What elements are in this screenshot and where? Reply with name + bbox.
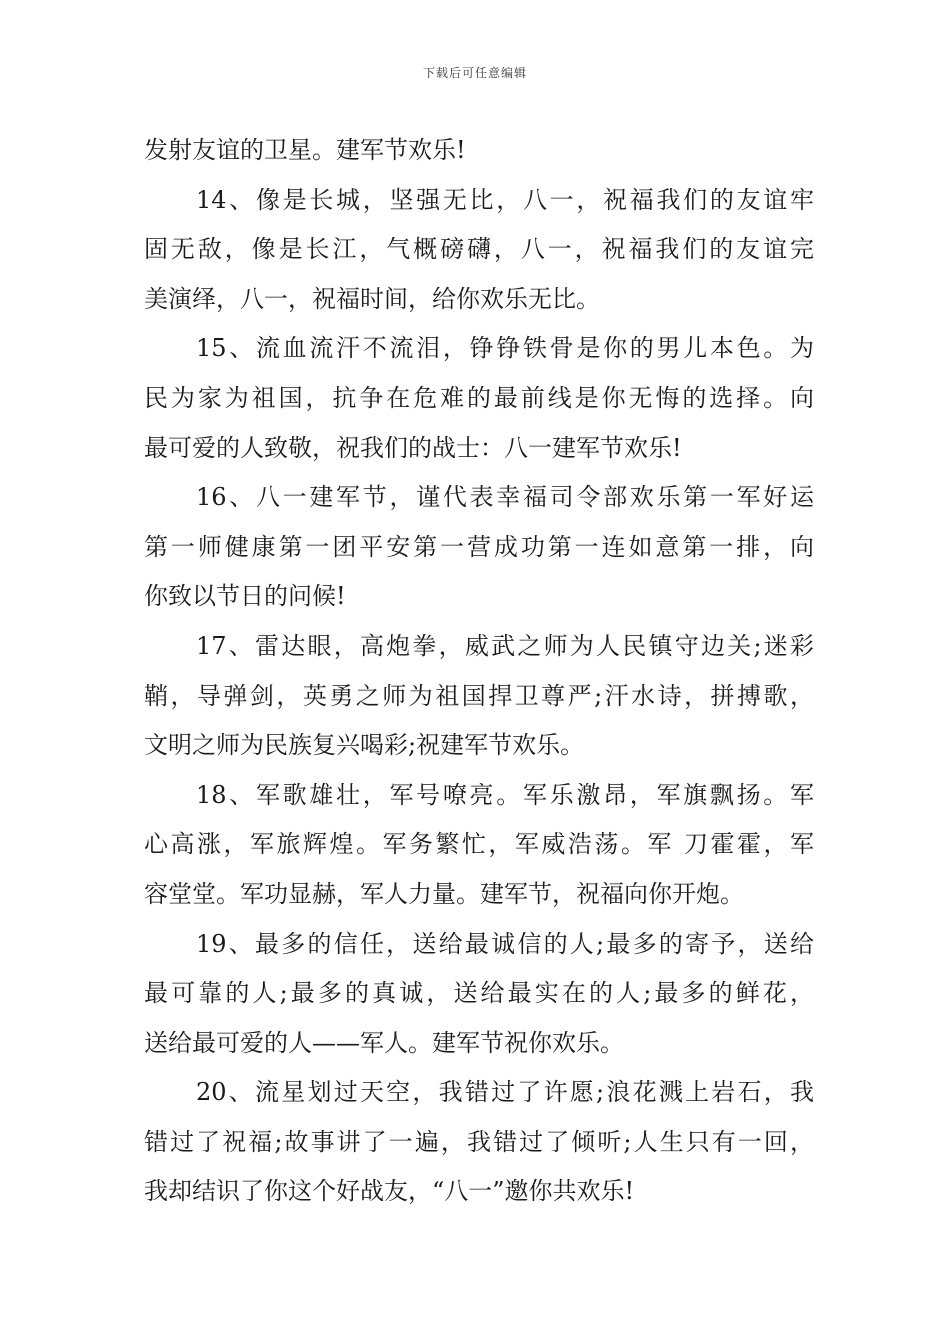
text-line: 容堂堂。军功显赫，军人力量。建军节，祝福向你开炮。	[144, 879, 744, 908]
text-line: 14、像是长城，坚强无比，八一，祝福我们的友谊牢	[196, 185, 814, 214]
text-line: 第一师健康第一团平安第一营成功第一连如意第一排，向	[144, 532, 814, 561]
text-line: 我却结识了你这个好战友，“八一”邀你共欢乐!	[144, 1177, 635, 1206]
text-line: 19、最多的信任，送给最诚信的人;最多的寄予，送给	[196, 929, 814, 958]
header-note: 下载后可任意编辑	[422, 66, 527, 80]
text-line: 16、八一建军节，谨代表幸福司令部欢乐第一军好运	[196, 483, 814, 512]
text-line: 固无敌，像是长江，气概磅礴，八一，祝福我们的友谊完	[144, 235, 814, 264]
text-line: 民为家为祖国，抗争在危难的最前线是你无悔的选择。向	[144, 383, 814, 412]
text-line: 最可靠的人;最多的真诚，送给最实在的人;最多的鲜花，	[144, 979, 814, 1008]
text-line: 15、流血流汗不流泪，铮铮铁骨是你的男儿本色。为	[196, 334, 814, 363]
text-line: 鞘，导弹剑，英勇之师为祖国捍卫尊严;汗水诗，拼搏歌，	[144, 681, 814, 710]
text-line: 送给最可爱的人——军人。建军节祝你欢乐。	[144, 1028, 624, 1057]
text-line: 18、军歌雄壮，军号嘹亮。军乐激昂，军旗飘扬。军	[196, 780, 814, 809]
document-body	[144, 126, 814, 1217]
text-line: 最可爱的人致敬，祝我们的战士：八一建军节欢乐!	[144, 433, 682, 462]
text-line: 17、雷达眼，高炮拳，威武之师为人民镇守边关;迷彩	[196, 631, 814, 660]
text-line: 心高涨，军旅辉煌。军务繁忙，军威浩荡。军 刀霍霍，军	[144, 830, 814, 859]
text-line: 文明之师为民族复兴喝彩;祝建军节欢乐。	[144, 731, 585, 760]
text-line: 美演绎，八一，祝福时间，给你欢乐无比。	[144, 284, 600, 313]
text-line: 错过了祝福;故事讲了一遍，我错过了倾听;人生只有一回，	[144, 1127, 814, 1156]
text-line: 20、流星划过天空，我错过了许愿;浪花溅上岩石，我	[196, 1078, 814, 1107]
text-line: 你致以节日的问候!	[144, 582, 346, 611]
text-line: 发射友谊的卫星。建军节欢乐!	[144, 136, 466, 164]
